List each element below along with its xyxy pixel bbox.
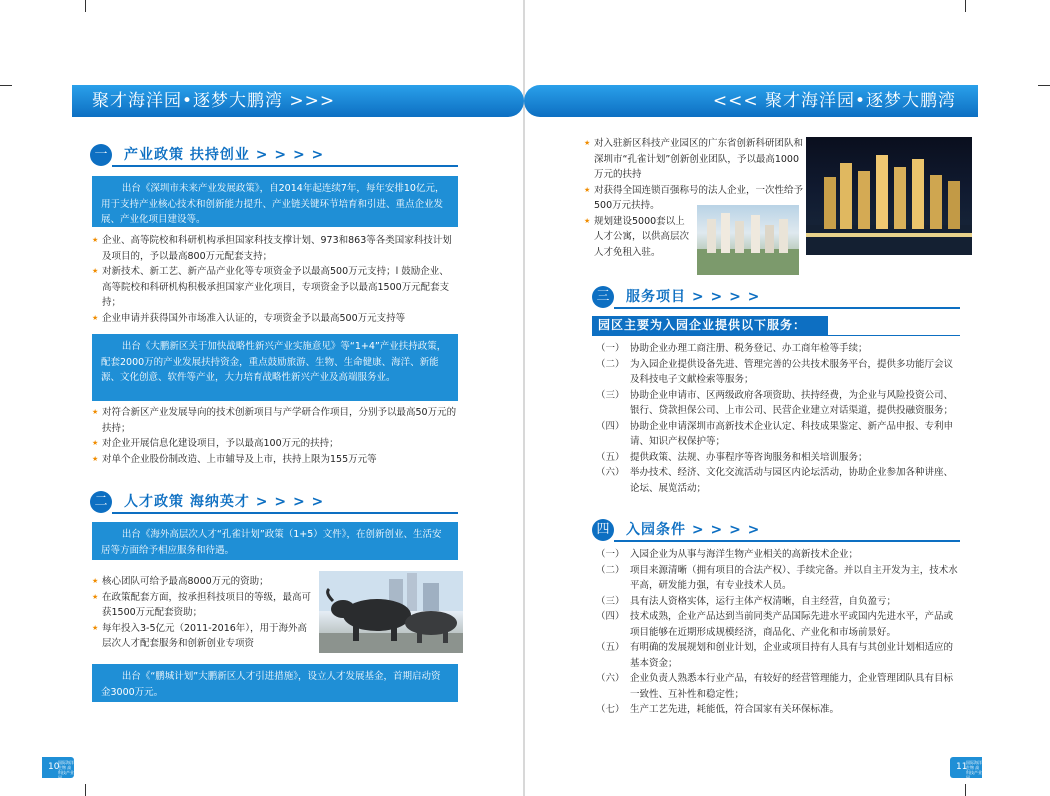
left-page-number: 10 — [42, 757, 74, 778]
item-number: （七） — [596, 704, 625, 715]
item-number: （四） — [596, 611, 625, 622]
item-number: （三） — [596, 389, 625, 401]
section-title: 服务项目 > > > > — [626, 289, 761, 305]
section-number-badge: 三 — [592, 286, 614, 308]
item-text: 举办技术、经济、文化交流活动与园区内论坛活动，协助企业参加各种讲座、论坛、展览活动； — [630, 467, 954, 494]
item-text: 具有法人资格实体，运行主体产权清晰，自主经营，自负盈亏； — [630, 595, 897, 607]
services-subheading: 园区主要为入园企业提供以下服务： — [592, 316, 828, 335]
item-number: （五） — [596, 451, 625, 463]
item-text: 协助企业办理工商注册、税务登记、办工商年检等手续； — [630, 343, 868, 354]
item-text: 技术成熟，企业产品达到当前同类产品国际先进水平或国内先进水平，产品或项目能够在近期形成规模经济，商品化、产业化和市场前景好。 — [630, 611, 954, 638]
section-rule — [614, 540, 960, 542]
list-item: ★ 核心团队可给予最高8000万元的资助； — [92, 574, 314, 590]
item-text: 协助企业申请深圳市高新技术企业认定、科技成果鉴定、新产品申报、专利申请、知识产权保护等； — [630, 420, 954, 447]
item-text: 项目来源清晰（拥有项目的合法产权）、手续完备。并以自主开发为主，技术水平高，研发能力强，有专业技术人员。 — [630, 564, 958, 591]
item-number: （五） — [596, 642, 625, 653]
crop-mark — [85, 784, 86, 796]
list-item — [596, 640, 958, 671]
item-number: （六） — [596, 673, 625, 684]
item-number: （一） — [596, 343, 625, 354]
item-text: 为入园企业提供设备先进、管理完善的公共技术服务平台，提供多功能厅会议及科技电子文献检索等服务； — [630, 358, 954, 385]
item-number: （二） — [596, 358, 625, 370]
list-item — [596, 609, 958, 640]
talent-support-list — [92, 574, 314, 652]
list-item — [596, 702, 958, 718]
crop-mark — [1038, 85, 1050, 86]
list-item — [596, 357, 958, 388]
policy-box-future-industry: 出台《深圳市未来产业发展政策》，自2014年起连续7年，每年安排10亿元，用于支持产业核心技术和创新能力提升、产业链关键环节培育和引进、重点企业发展、产业化项目建设等。 — [92, 176, 458, 227]
list-item — [596, 341, 958, 357]
policy-box-pengcheng-plan: 出台《“鹏城计划”大鹏新区人才引进措施》，设立人才发展基金，首期启动资金3000万元。 — [92, 664, 458, 702]
section-rule — [112, 512, 458, 514]
item-text: 入园企业为从事与海洋生物产业相关的高新技术企业； — [630, 549, 859, 560]
crop-mark — [965, 0, 966, 12]
item-text: 生产工艺先进，耗能低，符合国家有关环保标准。 — [630, 704, 840, 715]
left-page-header: 聚才海洋园•逐梦大鹏湾 >>> — [72, 85, 524, 117]
section-rule — [112, 165, 458, 167]
left-footer-caption: 国际海洋生物 高科技产业园 — [58, 760, 74, 780]
admission-conditions-list — [596, 547, 958, 718]
section-title: 产业政策 扶持创业 > > > > — [124, 147, 325, 163]
list-item — [596, 465, 958, 496]
item-text: 提供政策、法规、办事程序等咨询服务和相关培训服务； — [630, 451, 868, 463]
list-item: ★ 对符合新区产业发展导向的技术创新项目与产学研合作项目，分别予以最高50万元的扶持； — [92, 405, 458, 436]
list-item: ★ 在政策配套方面，按承担科技项目的等级，最高可获1500万元配套资助； — [92, 590, 314, 621]
list-item — [596, 563, 958, 594]
crop-mark — [965, 784, 966, 796]
list-item — [596, 388, 958, 419]
crop-mark — [85, 0, 86, 12]
policy-box-peacock-plan: 出台《海外高层次人才“孔雀计划”政策（1+5）文件》，在创新创业、生活安居等方面给予相应服务和待遇。 — [92, 522, 458, 560]
list-item — [596, 594, 958, 610]
bull-sculpture-photo — [319, 571, 463, 653]
list-item: ★ 每年投入3-5亿元（2011-2016年），用于海外高层次人才配套服务和创新创业专项资 — [92, 621, 314, 652]
section-heading-services — [592, 285, 960, 309]
list-item: ★ 对新技术、新工艺、新产品产业化等专项资金予以最高500万元支持；l 鼓励企业、高等院校和科研机构积极承担国家产业化项目，专项资金予以最高1500万元配套支持； — [92, 264, 458, 311]
section-number-badge: 一 — [90, 144, 112, 166]
section-title: 入园条件 > > > > — [626, 522, 761, 538]
list-item — [596, 450, 958, 466]
apartment-aerial-photo — [697, 205, 799, 275]
section-number-badge: 二 — [90, 491, 112, 513]
item-text: 有明确的发展规划和创业计划，企业或项目持有人具有与其创业计划相适应的基本资金； — [630, 642, 954, 669]
section-title: 人才政策 海纳英才 > > > > — [124, 494, 325, 510]
list-item: ★ 企业申请并获得国外市场准入认证的，专项资金予以最高500万元支持等 — [92, 311, 458, 327]
list-item: ★ 对入驻新区科技产业园区的广东省创新科研团队和深圳市“孔雀计划”创新创业团队，予以最高1000万元的扶持 — [584, 136, 804, 183]
policy-box-dapeng-emerging: 出台《大鹏新区关于加快战略性新兴产业实施意见》等“1+4”产业扶持政策，配套2000万的产业发展扶持资金，重点鼓励旅游、生物、生命健康、海洋、新能源、文化创意、软件等产业，大力培育战略性新兴产业及高端服务业。 — [92, 334, 458, 401]
section-heading-talent-policy — [90, 490, 458, 514]
list-item — [596, 419, 958, 450]
crop-mark — [0, 85, 12, 86]
dapeng-support-list — [92, 405, 458, 467]
services-list — [596, 341, 958, 496]
section-heading-admission — [592, 518, 960, 542]
page-spine — [523, 0, 525, 796]
section-number-badge: 四 — [592, 519, 614, 541]
item-text: 协助企业申请市、区两级政府各项资助、扶持经费，为企业与风险投资公司、银行、贷款担保公司、上市公司、民营企业建立对话渠道，提供投融资服务； — [630, 389, 954, 416]
right-page-number: 11 — [950, 757, 982, 778]
section-rule — [614, 307, 960, 309]
list-item: ★ 对获得全国连锁百强称号的法人企业，一次性给予500万元扶持。 — [584, 183, 804, 214]
item-text: 企业负责人熟悉本行业产品，有较好的经营管理能力，企业管理团队具有目标一致性、互补性和稳定性； — [630, 673, 954, 700]
list-item: ★ 对单个企业股份制改造、上市辅导及上市，扶持上限为155万元等 — [92, 452, 458, 468]
item-number: （六） — [596, 467, 625, 478]
list-item — [596, 547, 958, 563]
list-item: ★ 规划建设5000套以上人才公寓，以供高层次人才免租入驻。 — [584, 214, 694, 261]
night-city-photo — [806, 137, 972, 255]
right-footer-caption: 国际海洋生物 高科技产业园 — [966, 760, 982, 780]
services-subheading-rule — [592, 335, 960, 336]
item-number: （二） — [596, 564, 625, 576]
section-heading-industry-policy — [90, 143, 458, 167]
item-number: （四） — [596, 420, 625, 432]
industry-support-list — [92, 233, 458, 326]
item-number: （一） — [596, 549, 625, 560]
list-item — [596, 671, 958, 702]
list-item: ★ 对企业开展信息化建设项目，予以最高100万元的扶持； — [92, 436, 458, 452]
right-page-header: <<< 聚才海洋园•逐梦大鹏湾 — [524, 85, 978, 117]
item-number: （三） — [596, 595, 625, 607]
list-item: ★ 企业、高等院校和科研机构承担国家科技支撑计划、973和863等各类国家科技计划及项目的，予以最高800万元配套支持； — [92, 233, 458, 264]
